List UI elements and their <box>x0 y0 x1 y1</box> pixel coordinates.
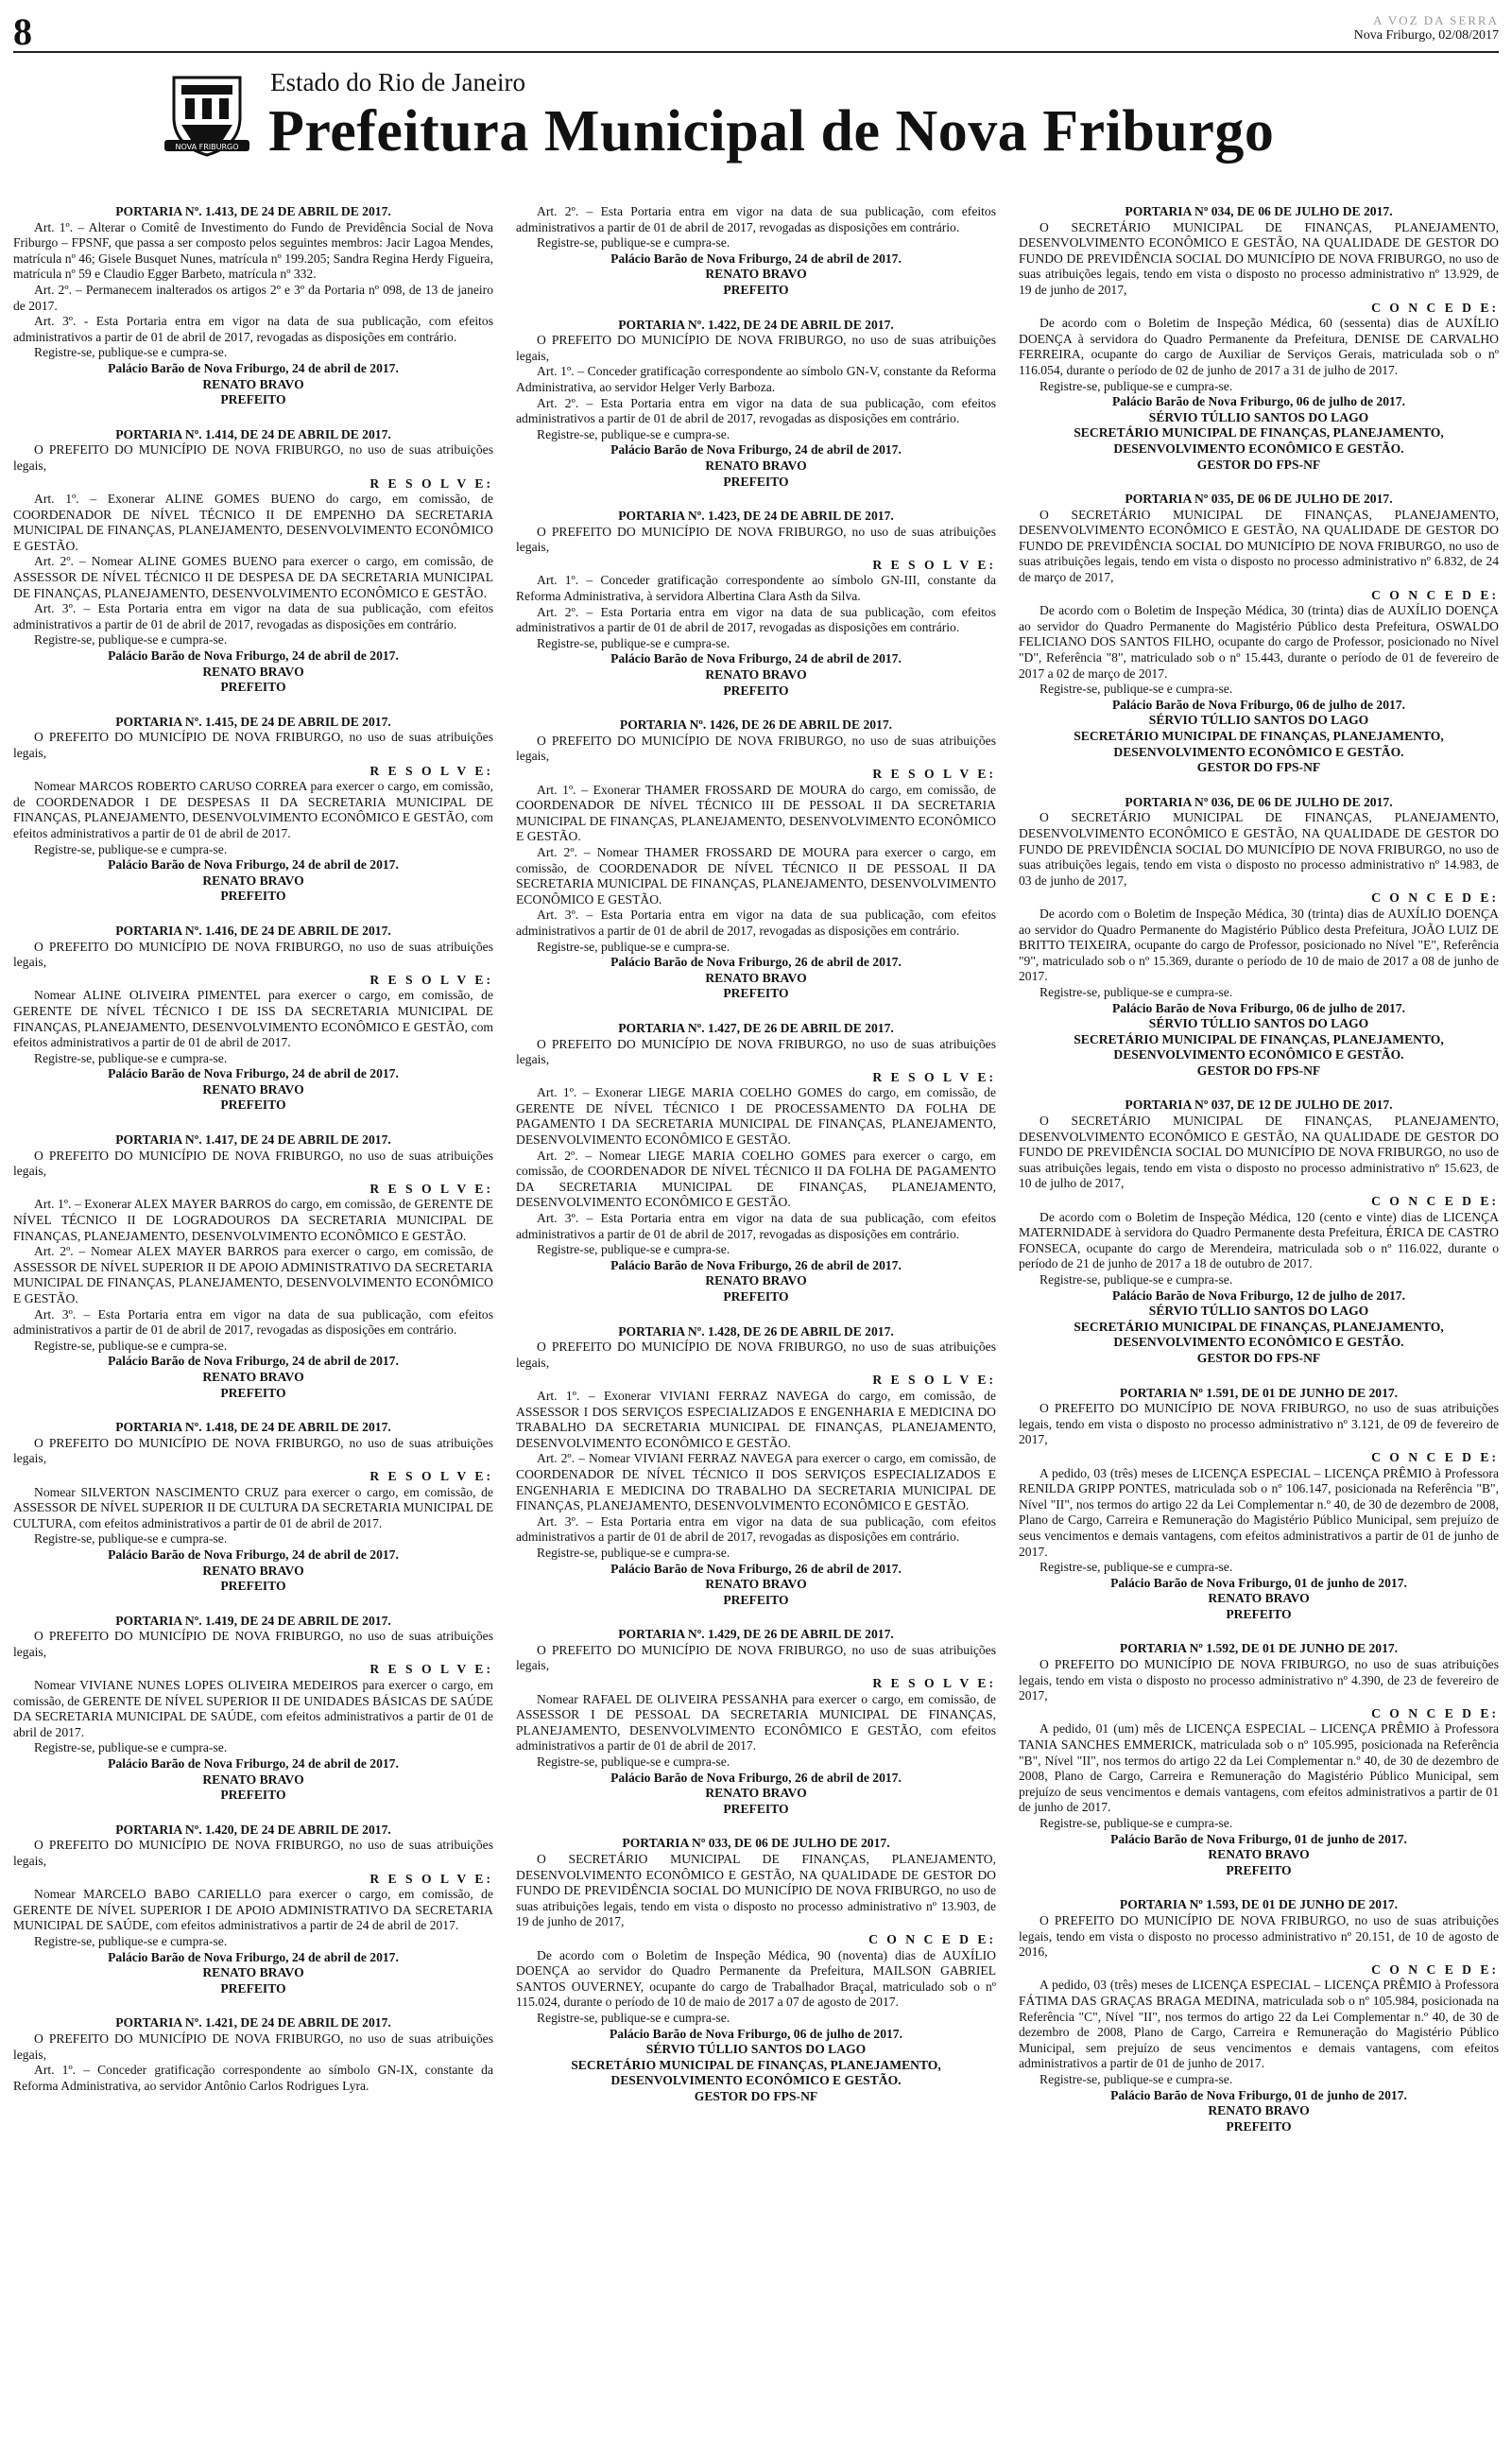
portaria-article: Art. 3º. – Esta Portaria entra em vigor na data de sua publicação, com efeitos administrativos a partir de 01 de abril de 2017, revogadas as disposições em contrário. <box>516 1211 996 1241</box>
portaria-resolve: R E S O L V E: <box>369 763 493 778</box>
portaria-palacio: Palácio Barão de Nova Friburgo, 06 de julho de 2017. <box>1111 697 1405 712</box>
portaria-intro: O PREFEITO DO MUNICÍPIO DE NOVA FRIBURGO, no uso de suas atribuições legais, <box>13 1435 493 1466</box>
signature-line: PREFEITO <box>723 1592 789 1607</box>
portaria-block <box>13 2015 493 2094</box>
portaria-title: PORTARIA Nº 037, DE 12 DE JULHO DE 2017. <box>1125 1097 1393 1113</box>
portaria-article: Art. 1º. – Conceder gratificação correspondente ao símbolo GN-III, constante da Reforma Administrativa, à servidora Albertina Clara Asth da Silva. <box>516 573 996 604</box>
signature-line: SECRETÁRIO MUNICIPAL DE FINANÇAS, PLANEJAMENTO, DESENVOLVIMENTO ECONÔMICO E GESTÃO. <box>1074 729 1444 759</box>
portaria-article: Art. 2º. – Nomear ALEX MAYER BARROS para exercer o cargo, em comissão, de ASSESSOR DE NÍVEL SUPERIOR II DE APOIO ADMINISTRATIVO DA SECRETARIA MUNICIPAL DE FINANÇAS, PLANEJAMENTO, DESENVOLVIMENTO ECONÔMICO E GESTÃO. <box>13 1244 493 1305</box>
portaria-intro: O PREFEITO DO MUNICÍPIO DE NOVA FRIBURGO, no uso de suas atribuições legais, <box>516 1036 996 1067</box>
signature-line: SÉRVIO TÚLLIO SANTOS DO LAGO <box>1148 1304 1369 1319</box>
portaria-resolve: C O N C E D E: <box>1371 1194 1499 1209</box>
crest-banner-text: NOVA FRIBURGO <box>175 143 239 151</box>
portaria-registre: Registre-se, publique-se e cumpra-se. <box>1040 2071 1233 2086</box>
signature-line: RENATO BRAVO <box>705 970 807 985</box>
portaria-block <box>1019 1897 1499 2134</box>
portaria-intro: O PREFEITO DO MUNICÍPIO DE NOVA FRIBURGO, no uso de suas atribuições legais, <box>13 939 493 970</box>
issue-date: Nova Friburgo, 02/08/2017 <box>1353 28 1499 43</box>
portaria-block <box>13 715 493 905</box>
portaria-resolve: R E S O L V E: <box>872 1676 996 1691</box>
signature-line: PREFEITO <box>1226 1862 1292 1877</box>
portaria-intro: O SECRETÁRIO MUNICIPAL DE FINANÇAS, PLANEJAMENTO, DESENVOLVIMENTO ECONÔMICO E GESTÃO, NA QUALIDADE DE GESTOR DO FUNDO DE PREVIDÊNCIA SOCIAL DO MUNICÍPIO DE NOVA FRIBURGO, no uso de suas atribuições legais, tendo em vista o disposto no processo administrativo nº 14.983, de 03 de junho de 2017, <box>1019 810 1499 888</box>
portaria-block <box>13 924 493 1114</box>
portaria-intro: O PREFEITO DO MUNICÍPIO DE NOVA FRIBURGO, no uso de suas atribuições legais, <box>516 1642 996 1673</box>
portaria-article: Art. 1º. – Alterar o Comitê de Investimento do Fundo de Previdência Social de Nova Friburgo – FPSNF, que passa a ser composto pelos seguintes membros: Jacir Lagoa Mendes, matrícula nº 46; Gisele Busquet Nunes, matrícula nº 199.205; Sandra Regina Herdy Figueira, matrícula nº 59 e Claudio Egger Barbeto, matrícula nº 332. <box>13 219 493 282</box>
portaria-article: Art. 2º. – Nomear VIVIANI FERRAZ NAVEGA para exercer o cargo, em comissão, de COORDENADOR DE NÍVEL TÉCNICO II DOS SERVIÇOS ESPECIALIZADOS E ENGENHARIA E MEDICINA DO TRABALHO DA SECRETARIA MUNICIPAL DE FINANÇAS, PLANEJAMENTO, DESENVOLVIMENTO ECONÔMICO E GESTÃO. <box>516 1451 996 1513</box>
portaria-intro: O PREFEITO DO MUNICÍPIO DE NOVA FRIBURGO, no uso de suas atribuições legais, <box>516 1339 996 1370</box>
signature-line: SÉRVIO TÚLLIO SANTOS DO LAGO <box>1148 713 1369 728</box>
portaria-palacio: Palácio Barão de Nova Friburgo, 24 de abril de 2017. <box>108 360 399 375</box>
portaria-intro: O PREFEITO DO MUNICÍPIO DE NOVA FRIBURGO, no uso de suas atribuições legais, <box>13 1838 493 1868</box>
portaria-title: PORTARIA Nº. 1.417, DE 24 DE ABRIL DE 2017. <box>115 1132 391 1148</box>
page-number: 8 <box>13 10 32 53</box>
signature-line: GESTOR DO FPS-NF <box>1196 1063 1321 1078</box>
portaria-article: Art. 1º. – Conceder gratificação correspondente ao símbolo GN-V, constante da Reforma Administrativa, ao servidor Helger Verly Barboza. <box>516 364 996 394</box>
signature-line: PREFEITO <box>723 474 789 489</box>
signature-line: RENATO BRAVO <box>202 664 304 679</box>
portaria-block <box>1019 1097 1499 1366</box>
portaria-registre: Registre-se, publique-se e cumpra-se. <box>34 632 228 648</box>
portaria-article: Nomear SILVERTON NASCIMENTO CRUZ para exercer o cargo, em comissão, de ASSESSOR DE NÍVEL SUPERIOR II DE CULTURA DA SECRETARIA MUNICIPAL DE CULTURA, com efeitos administrativos a partir de 01 de abril de 2017. <box>13 1484 493 1530</box>
portaria-article: Nomear RAFAEL DE OLIVEIRA PESSANHA para exercer o cargo, em comissão, de ASSESSOR I DE PESSOAL DA SECRETARIA MUNICIPAL DE FINANÇAS, PLANEJAMENTO, DESENVOLVIMENTO ECONÔMICO E GESTÃO, com efeitos administrativos a partir de 01 de abril de 2017. <box>516 1691 996 1754</box>
signature-line: PREFEITO <box>220 1579 286 1594</box>
portaria-block <box>516 1324 996 1609</box>
portaria-article: Art. 2º. – Esta Portaria entra em vigor na data de sua publicação, com efeitos administrativos a partir de 01 de abril de 2017, revogadas as disposições em contrário. <box>516 604 996 635</box>
signature-line: PREFEITO <box>723 1289 789 1304</box>
portaria-article: De acordo com o Boletim de Inspeção Médica, 120 (cento e vinte) dias de LICENÇA MATERNIDADE à servidora do Quadro Permanente desta Prefeitura, ÉRICA DE CASTRO FONSECA, ocupante do cargo de Merendeira, matriculada sob o nº 116.022, durante o período de 21 de junho de 2017 a 18 de outubro de 2017. <box>1019 1209 1499 1271</box>
portaria-title: PORTARIA Nº. 1.418, DE 24 DE ABRIL DE 2017. <box>115 1420 391 1435</box>
portaria-title: PORTARIA Nº 1.593, DE 01 DE JUNHO DE 2017. <box>1119 1897 1399 1912</box>
portaria-article: Art. 3º. – Esta Portaria entra em vigor na data de sua publicação, com efeitos administrativos a partir de 01 de abril de 2017, revogadas as disposições em contrário. <box>516 1513 996 1545</box>
portaria-article: Art. 2º. – Esta Portaria entra em vigor na data de sua publicação, com efeitos administrativos a partir de 01 de abril de 2017, revogadas as disposições em contrário. <box>516 204 996 234</box>
portaria-title: PORTARIA Nº 1.591, DE 01 DE JUNHO DE 2017. <box>1119 1385 1399 1400</box>
portaria-block <box>1019 492 1499 776</box>
portaria-intro: O PREFEITO DO MUNICÍPIO DE NOVA FRIBURGO, no uso de suas atribuições legais, <box>13 442 493 473</box>
portaria-title: PORTARIA Nº. 1.413, DE 24 DE ABRIL DE 2017. <box>115 204 391 218</box>
portaria-title: PORTARIA Nº. 1.415, DE 24 DE ABRIL DE 2017. <box>115 714 391 729</box>
portaria-resolve: C O N C E D E: <box>1371 890 1499 906</box>
signature-line: RENATO BRAVO <box>705 267 807 282</box>
portaria-palacio: Palácio Barão de Nova Friburgo, 06 de julho de 2017. <box>609 2026 902 2041</box>
portaria-block <box>1019 1641 1499 1878</box>
portaria-palacio: Palácio Barão de Nova Friburgo, 24 de abril de 2017. <box>108 1354 399 1369</box>
signature-line: GESTOR DO FPS-NF <box>1196 760 1321 775</box>
portaria-article: Nomear MARCOS ROBERTO CARUSO CORREA para exercer o cargo, em comissão, de COORDENADOR I DE DESPESAS II DA SECRETARIA MUNICIPAL DE FINANÇAS, PLANEJAMENTO, DESENVOLVIMENTO ECONÔMICO E GESTÃO, com efeitos administrativos a partir de 01 de abril de 2017. <box>13 779 493 840</box>
portaria-intro: O PREFEITO DO MUNICÍPIO DE NOVA FRIBURGO, no uso de suas atribuições legais, <box>13 730 493 760</box>
portaria-title: PORTARIA Nº 036, DE 06 DE JULHO DE 2017. <box>1125 794 1393 809</box>
portaria-title: PORTARIA Nº 035, DE 06 DE JULHO DE 2017. <box>1125 492 1393 507</box>
portaria-palacio: Palácio Barão de Nova Friburgo, 06 de julho de 2017. <box>1111 1000 1405 1015</box>
portaria-resolve: C O N C E D E: <box>1371 1449 1499 1464</box>
portaria-article: Nomear MARCELO BABO CARIELLO para exercer o cargo, em comissão, de GERENTE DE NÍVEL SUPERIOR I DE APOIO ADMINISTRATIVO DA SECRETARIA MUNICIPAL DE SAÚDE, com efeitos administrativos a partir de 24 de abril de 2017. <box>13 1887 493 1933</box>
page-title: Prefeitura Municipal de Nova Friburgo <box>268 99 1275 164</box>
portaria-block <box>13 204 493 408</box>
signature-line: RENATO BRAVO <box>1208 1847 1310 1862</box>
signature-line: PREFEITO <box>723 282 789 297</box>
portaria-article: Nomear VIVIANE NUNES LOPES OLIVEIRA MEDEIROS para exercer o cargo, em comissão, de GERENTE DE NÍVEL SUPERIOR II DE UNIDADES BÁSICAS DE SAÚDE DA SECRETARIA MUNICIPAL DE SAÚDE, com efeitos administrativos a partir de 01 de abril de 2017. <box>13 1678 493 1739</box>
portaria-article: De acordo com o Boletim de Inspeção Médica, 30 (trinta) dias de AUXÍLIO DOENÇA ao servidor do Quadro Permanente do Magistério Público desta Prefeitura, OSWALDO FELICIANO DOS SANTOS FILHO, ocupante do cargo de Professor, posicionado no Nível "D", Referência "8", matriculado sob o nº 15.443, durante o período de 01 de fevereiro de 2017 a 02 de março de 2017. <box>1019 603 1499 681</box>
portaria-block <box>516 1021 996 1305</box>
state-name: Estado do Rio de Janeiro <box>270 68 525 96</box>
signature-line: RENATO BRAVO <box>202 1081 304 1097</box>
portaria-title: PORTARIA Nº. 1.420, DE 24 DE ABRIL DE 2017. <box>115 1822 391 1837</box>
portaria-article: Art. 3º. – Esta Portaria entra em vigor na data de sua publicação, com efeitos administrativos a partir de 01 de abril de 2017, revogadas as disposições em contrário. <box>13 601 493 631</box>
portaria-article: Art. 2º. – Nomear THAMER FROSSARD DE MOURA para exercer o cargo, em comissão, de COORDENADOR DE NÍVEL TÉCNICO II DE PESSOAL II DA SECRETARIA MUNICIPAL DE FINANÇAS, PLANEJAMENTO, DESENVOLVIMENTO ECONÔMICO E GESTÃO. <box>516 844 996 907</box>
portaria-article: Art. 2º. – Nomear LIEGE MARIA COELHO GOMES para exercer o cargo, em comissão, de COORDENADOR DE NÍVEL TÉCNICO II DA FOLHA DE PAGAMENTO DA SECRETARIA MUNICIPAL DE FINANÇAS, PLANEJAMENTO, DESENVOLVIMENTO ECONÔMICO E GESTÃO. <box>516 1148 996 1210</box>
portaria-registre: Registre-se, publique-se e cumpra-se. <box>537 426 730 441</box>
portaria-resolve: R E S O L V E: <box>369 972 493 987</box>
signature-line: SECRETÁRIO MUNICIPAL DE FINANÇAS, PLANEJAMENTO, DESENVOLVIMENTO ECONÔMICO E GESTÃO. <box>571 2057 941 2088</box>
portaria-registre: Registre-se, publique-se e cumpra-se. <box>1040 378 1233 393</box>
portaria-block <box>516 1836 996 2104</box>
portaria-palacio: Palácio Barão de Nova Friburgo, 24 de abril de 2017. <box>108 857 399 873</box>
portaria-block <box>516 1627 996 1817</box>
portaria-palacio: Palácio Barão de Nova Friburgo, 26 de abril de 2017. <box>610 1257 902 1272</box>
portaria-resolve: C O N C E D E: <box>1371 300 1499 315</box>
portaria-registre: Registre-se, publique-se e cumpra-se. <box>34 841 228 856</box>
portaria-registre: Registre-se, publique-se e cumpra-se. <box>1040 682 1233 697</box>
portaria-palacio: Palácio Barão de Nova Friburgo, 26 de abril de 2017. <box>610 1561 902 1576</box>
portaria-palacio: Palácio Barão de Nova Friburgo, 26 de abril de 2017. <box>610 955 902 970</box>
signature-line: SECRETÁRIO MUNICIPAL DE FINANÇAS, PLANEJAMENTO, DESENVOLVIMENTO ECONÔMICO E GESTÃO. <box>1074 1319 1444 1350</box>
portaria-block <box>13 1132 493 1401</box>
portaria-article: Art. 1º. – Exonerar VIVIANI FERRAZ NAVEGA do cargo, em comissão, de ASSESSOR I DOS SERVIÇOS ESPECIALIZADOS E ENGENHARIA E MEDICINA DO TRABALHO DA SECRETARIA MUNICIPAL DE FINANÇAS, PLANEJAMENTO, DESENVOLVIMENTO ECONÔMICO E GESTÃO. <box>516 1388 996 1450</box>
signature-line: PREFEITO <box>1226 1606 1292 1621</box>
signature-line: GESTOR DO FPS-NF <box>1196 457 1321 472</box>
signature-line: PREFEITO <box>220 392 286 407</box>
signature-line: PREFEITO <box>220 889 286 904</box>
portaria-intro: O SECRETÁRIO MUNICIPAL DE FINANÇAS, PLANEJAMENTO, DESENVOLVIMENTO ECONÔMICO E GESTÃO, NA QUALIDADE DE GESTOR DO FUNDO DE PREVIDÊNCIA SOCIAL DO MUNICÍPIO DE NOVA FRIBURGO, no uso de suas atribuições legais, tendo em vista o disposto no processo administrativo nº 6.832, de 24 de março de 2017, <box>1019 507 1499 585</box>
portaria-resolve: C O N C E D E: <box>1371 1961 1499 1977</box>
portaria-intro: O PREFEITO DO MUNICÍPIO DE NOVA FRIBURGO, no uso de suas atribuições legais, <box>516 333 996 363</box>
signature-line: GESTOR DO FPS-NF <box>1196 1350 1321 1365</box>
portaria-article: De acordo com o Boletim de Inspeção Médica, 90 (noventa) dias de AUXÍLIO DOENÇA ao servidor do Quadro Permanente da Prefeitura, MAILSON GABRIEL SANTOS OUVERNEY, ocupante do cargo de Trabalhador Braçal, matriculado sob o nº 115.024, durante o período de 10 de maio de 2017 a 07 de agosto de 2017. <box>516 1947 996 2010</box>
portaria-block <box>516 717 996 1002</box>
portaria-intro: O PREFEITO DO MUNICÍPIO DE NOVA FRIBURGO, no uso de suas atribuições legais, tendo em vista o disposto no processo administrativo nº 3.121, de 09 de fevereiro de 2017, <box>1019 1401 1499 1447</box>
signature-line: PREFEITO <box>220 680 286 695</box>
portaria-registre: Registre-se, publique-se e cumpra-se. <box>34 345 228 360</box>
portaria-intro: O PREFEITO DO MUNICÍPIO DE NOVA FRIBURGO, no uso de suas atribuições legais, <box>13 1629 493 1659</box>
signature-line: PREFEITO <box>723 1801 789 1816</box>
columns-container <box>13 204 1499 2446</box>
portaria-registre: Registre-se, publique-se e cumpra-se. <box>1040 984 1233 999</box>
portaria-palacio: Palácio Barão de Nova Friburgo, 06 de julho de 2017. <box>1111 394 1405 409</box>
signature-line: SÉRVIO TÚLLIO SANTOS DO LAGO <box>1148 1016 1369 1031</box>
signature-line: RENATO BRAVO <box>1208 1591 1310 1606</box>
portaria-resolve: R E S O L V E: <box>872 557 996 572</box>
portaria-article: Art. 2º. – Permanecem inalterados os artigos 2º e 3º da Portaria nº 098, de 13 de janeiro de 2017. <box>13 282 493 313</box>
portaria-title: PORTARIA Nº. 1.423, DE 24 DE ABRIL DE 2017. <box>618 509 894 524</box>
portaria-intro: O PREFEITO DO MUNICÍPIO DE NOVA FRIBURGO, no uso de suas atribuições legais, <box>13 1148 493 1179</box>
portaria-resolve: R E S O L V E: <box>872 1373 996 1388</box>
signature-line: RENATO BRAVO <box>202 873 304 888</box>
portaria-registre: Registre-se, publique-se e cumpra-se. <box>537 1545 730 1560</box>
portaria-block <box>516 509 996 699</box>
portaria-resolve: R E S O L V E: <box>369 1181 493 1196</box>
portaria-palacio: Palácio Barão de Nova Friburgo, 24 de abril de 2017. <box>610 251 902 266</box>
signature-line: SECRETÁRIO MUNICIPAL DE FINANÇAS, PLANEJAMENTO, DESENVOLVIMENTO ECONÔMICO E GESTÃO. <box>1074 1031 1444 1063</box>
signature-line: PREFEITO <box>220 1980 286 1996</box>
portaria-title: PORTARIA Nº. 1.421, DE 24 DE ABRIL DE 2017. <box>115 2015 391 2031</box>
portaria-article: Art. 3º. - Esta Portaria entra em vigor na data de sua publicação, com efeitos administrativos a partir de 01 de abril de 2017, revogadas as disposições em contrário. <box>13 314 493 344</box>
portaria-registre: Registre-se, publique-se e cumpra-se. <box>34 1050 228 1065</box>
page-header <box>13 10 1499 53</box>
portaria-palacio: Palácio Barão de Nova Friburgo, 01 de junho de 2017. <box>1110 2087 1407 2102</box>
portaria-palacio: Palácio Barão de Nova Friburgo, 01 de junho de 2017. <box>1110 1831 1407 1846</box>
portaria-registre: Registre-se, publique-se e cumpra-se. <box>34 1338 228 1353</box>
portaria-block <box>1019 204 1499 473</box>
signature-line: RENATO BRAVO <box>705 1786 807 1801</box>
portaria-block <box>13 1614 493 1804</box>
portaria-article: De acordo com o Boletim de Inspeção Médica, 30 (trinta) dias de AUXÍLIO DOENÇA ao servidor do Quadro Permanente do Magistério Público desta Prefeitura, JOÃO LUIZ DE BRITTO TEIXEIRA, ocupante do cargo de Professor, posicionado no Nível "E", Referência "9", matriculado sob o nº 15.369, durante o período de 10 de maio de 2017 a 08 de junho de 2017. <box>1019 906 1499 984</box>
portaria-intro: O SECRETÁRIO MUNICIPAL DE FINANÇAS, PLANEJAMENTO, DESENVOLVIMENTO ECONÔMICO E GESTÃO, NA QUALIDADE DE GESTOR DO FUNDO DE PREVIDÊNCIA SOCIAL DO MUNICÍPIO DE NOVA FRIBURGO, no uso de suas atribuições legais, tendo em vista o disposto no processo administrativo nº 13.929, de 19 de junho de 2017, <box>1019 219 1499 297</box>
portaria-registre: Registre-se, publique-se e cumpra-se. <box>1040 1560 1233 1575</box>
portaria-palacio: Palácio Barão de Nova Friburgo, 12 de julho de 2017. <box>1111 1287 1405 1303</box>
portaria-palacio: Palácio Barão de Nova Friburgo, 24 de abril de 2017. <box>610 442 902 458</box>
portaria-article: Art. 1º. – Exonerar LIEGE MARIA COELHO GOMES do cargo, em comissão, de GERENTE DE NÍVEL TÉCNICO I DE PROCESSAMENTO DA FOLHA DE PAGAMENTO I DA SECRETARIA MUNICIPAL DE FINANÇAS, PLANEJAMENTO, DESENVOLVIMENTO ECONÔMICO E GESTÃO. <box>516 1085 996 1148</box>
signature-line: RENATO BRAVO <box>202 1369 304 1384</box>
portaria-title: PORTARIA Nº. 1.427, DE 26 DE ABRIL DE 2017. <box>618 1020 894 1035</box>
portaria-article: De acordo com o Boletim de Inspeção Médica, 60 (sessenta) dias de AUXÍLIO DOENÇA à servidora do Quadro Permanente da Prefeitura, DENISE DE CARVALHO FERREIRA, ocupante do cargo de Auxiliar de Serviços Gerais, matriculada sob o nº 116.054, durante o período de 02 de junho de 2017 a 31 de julho de 2017. <box>1019 316 1499 377</box>
portaria-resolve: R E S O L V E: <box>369 1662 493 1677</box>
portaria-block <box>13 427 493 696</box>
portaria-registre: Registre-se, publique-se e cumpra-se. <box>1040 1816 1233 1830</box>
portaria-article: A pedido, 01 (um) mês de LICENÇA ESPECIAL – LICENÇA PRÊMIO à Professora TANIA SANCHES EMMERICK, matriculada sob o nº 105.995, posicionada na Referência "B", Nível "II", nos termos do artigo 22 da Lei Complementar n.º 40, de 30 de dezembro de 2008, Plano de Cargo, Carreira e Remuneração do Magistério Público Municipal, sem prejuízo de seus vencimentos e demais vantagens, com efeitos administrativos a partir de 01 de junho de 2017. <box>1019 1721 1499 1815</box>
signature-line: RENATO BRAVO <box>202 376 304 391</box>
portaria-resolve: C O N C E D E: <box>1371 1705 1499 1720</box>
signature-line: PREFEITO <box>220 1385 286 1400</box>
portaria-title: PORTARIA Nº. 1426, DE 26 DE ABRIL DE 2017. <box>619 717 893 733</box>
portaria-palacio: Palácio Barão de Nova Friburgo, 24 de abril de 2017. <box>108 648 399 664</box>
portaria-intro: O PREFEITO DO MUNICÍPIO DE NOVA FRIBURGO, no uso de suas atribuições legais, tendo em vista o disposto no processo administrativo nº 4.390, de 23 de fevereiro de 2017, <box>1019 1657 1499 1703</box>
portaria-resolve: R E S O L V E: <box>369 1871 493 1886</box>
journal-info <box>1354 13 1499 43</box>
portaria-article: Art. 1º. – Exonerar ALEX MAYER BARROS do cargo, em comissão, de GERENTE DE NÍVEL TÉCNICO II DE LOGRADOUROS DA SECRETARIA MUNICIPAL DE FINANÇAS, PLANEJAMENTO, DESENVOLVIMENTO ECONÔMICO E GESTÃO. <box>13 1197 493 1243</box>
signature-line: SÉRVIO TÚLLIO SANTOS DO LAGO <box>645 2042 867 2057</box>
portaria-article: Art. 3º. – Esta Portaria entra em vigor na data de sua publicação, com efeitos administrativos a partir de 01 de abril de 2017, revogadas as disposições em contrário. <box>13 1306 493 1338</box>
portaria-article: Art. 1º. – Exonerar ALINE GOMES BUENO do cargo, em comissão, de COORDENADOR DE NÍVEL TÉCNICO II DE EMPENHO DA SECRETARIA MUNICIPAL DE FINANÇAS, PLANEJAMENTO, DESENVOLVIMENTO ECONÔMICO E GESTÃO. <box>13 492 493 553</box>
portaria-registre: Registre-se, publique-se e cumpra-se. <box>1040 1272 1233 1287</box>
portaria-block <box>1019 1386 1499 1623</box>
portaria-resolve: R E S O L V E: <box>369 475 493 491</box>
portaria-article: Nomear ALINE OLIVEIRA PIMENTEL para exercer o cargo, em comissão, de GERENTE DE NÍVEL TÉCNICO I DE ISS DA SECRETARIA MUNICIPAL DE FINANÇAS, PLANEJAMENTO, DESENVOLVIMENTO ECONÔMICO E GESTÃO, com efeitos administrativos a partir de 01 de abril de 2017. <box>13 988 493 1050</box>
signature-line: RENATO BRAVO <box>705 458 807 473</box>
portaria-palacio: Palácio Barão de Nova Friburgo, 24 de abril de 2017. <box>108 1066 399 1081</box>
portaria-palacio: Palácio Barão de Nova Friburgo, 24 de abril de 2017. <box>108 1756 399 1771</box>
portaria-title: PORTARIA Nº. 1.422, DE 24 DE ABRIL DE 2017. <box>618 317 894 332</box>
portaria-registre: Registre-se, publique-se e cumpra-se. <box>537 939 730 954</box>
portaria-registre: Registre-se, publique-se e cumpra-se. <box>34 1531 228 1547</box>
portaria-registre: Registre-se, publique-se e cumpra-se. <box>537 1754 730 1770</box>
portaria-resolve: C O N C E D E: <box>1371 587 1499 602</box>
portaria-resolve: R E S O L V E: <box>872 767 996 781</box>
journal-name: A VOZ DA SERRA <box>1373 13 1499 27</box>
masthead <box>13 68 1499 164</box>
portaria-palacio: Palácio Barão de Nova Friburgo, 24 de abril de 2017. <box>610 651 902 666</box>
portaria-title: PORTARIA Nº 033, DE 06 DE JULHO DE 2017. <box>622 1836 890 1851</box>
signature-line: RENATO BRAVO <box>705 1577 807 1592</box>
signature-line: RENATO BRAVO <box>705 1273 807 1288</box>
city-crest-icon <box>164 70 249 159</box>
portaria-article: Art. 2º. – Esta Portaria entra em vigor na data de sua publicação, com efeitos administrativos a partir de 01 de abril de 2017, revogadas as disposições em contrário. <box>516 395 996 426</box>
portaria-article: Art. 3º. – Esta Portaria entra em vigor na data de sua publicação, com efeitos administrativos a partir de 01 de abril de 2017, revogadas as disposições em contrário. <box>516 907 996 938</box>
signature-line: PREFEITO <box>1226 2118 1292 2134</box>
portaria-registre: Registre-se, publique-se e cumpra-se. <box>537 2010 730 2025</box>
signature-line: SECRETÁRIO MUNICIPAL DE FINANÇAS, PLANEJAMENTO, DESENVOLVIMENTO ECONÔMICO E GESTÃO. <box>1074 425 1444 456</box>
portaria-registre: Registre-se, publique-se e cumpra-se. <box>34 1933 228 1948</box>
signature-line: RENATO BRAVO <box>202 1771 304 1787</box>
signature-line: RENATO BRAVO <box>1208 2103 1310 2118</box>
signature-line: PREFEITO <box>723 986 789 1001</box>
portaria-resolve: R E S O L V E: <box>872 1069 996 1084</box>
portaria-title: PORTARIA Nº 034, DE 06 DE JULHO DE 2017. <box>1125 204 1393 218</box>
portaria-registre: Registre-se, publique-se e cumpra-se. <box>537 1242 730 1257</box>
column-1 <box>13 204 493 2446</box>
signature-line: RENATO BRAVO <box>705 667 807 683</box>
portaria-block <box>516 318 996 491</box>
portaria-article: A pedido, 03 (três) meses de LICENÇA ESPECIAL – LICENÇA PRÊMIO à Professora FÁTIMA DAS GRAÇAS BRAGA MEDINA, matriculada sob o nº 105.984, posicionada na Referência "C", Nível "II", nos termos do artigo 22 da Lei Complementar n.º 40, de 30 de dezembro de 2008, Plano de Cargo, Carreira e Remuneração do Magistério Público Municipal, sem prejuízo de seus vencimentos e demais vantagens, com efeitos administrativos a partir de 01 de junho de 2017. <box>1019 1978 1499 2071</box>
signature-line: PREFEITO <box>723 683 789 698</box>
portaria-intro: O PREFEITO DO MUNICÍPIO DE NOVA FRIBURGO, no uso de suas atribuições legais, <box>516 733 996 764</box>
portaria-intro: O PREFEITO DO MUNICÍPIO DE NOVA FRIBURGO, no uso de suas atribuições legais, tendo em vista o disposto no processo administrativo nº 20.151, de 10 de agosto de 2016, <box>1019 1912 1499 1960</box>
signature-line: SÉRVIO TÚLLIO SANTOS DO LAGO <box>1148 409 1369 424</box>
portaria-title: PORTARIA Nº. 1.416, DE 24 DE ABRIL DE 2017. <box>115 923 391 938</box>
portaria-article: Art. 1º. – Exonerar THAMER FROSSARD DE MOURA do cargo, em comissão, de COORDENADOR DE NÍVEL TÉCNICO III DE PESSOAL II DA SECRETARIA MUNICIPAL DE FINANÇAS, PLANEJAMENTO, DESENVOLVIMENTO ECONÔMICO E GESTÃO. <box>516 782 996 844</box>
portaria-registre: Registre-se, publique-se e cumpra-se. <box>34 1740 228 1755</box>
portaria-block <box>516 204 996 299</box>
portaria-palacio: Palácio Barão de Nova Friburgo, 01 de junho de 2017. <box>1110 1575 1407 1590</box>
portaria-intro: O SECRETÁRIO MUNICIPAL DE FINANÇAS, PLANEJAMENTO, DESENVOLVIMENTO ECONÔMICO E GESTÃO, NA QUALIDADE DE GESTOR DO FUNDO DE PREVIDÊNCIA SOCIAL DO MUNICÍPIO DE NOVA FRIBURGO, no uso de suas atribuições legais, tendo em vista o disposto no processo administrativo nº 15.623, de 10 de julho de 2017, <box>1019 1114 1499 1191</box>
portaria-title: PORTARIA Nº. 1.429, DE 26 DE ABRIL DE 2017. <box>618 1627 894 1642</box>
portaria-title: PORTARIA Nº. 1.419, DE 24 DE ABRIL DE 2017. <box>115 1613 391 1628</box>
portaria-block <box>13 1420 493 1595</box>
portaria-title: PORTARIA Nº. 1.428, DE 26 DE ABRIL DE 2017. <box>618 1323 894 1339</box>
signature-line: RENATO BRAVO <box>202 1965 304 1980</box>
column-3 <box>1019 204 1499 2446</box>
portaria-article: Art. 2º. – Nomear ALINE GOMES BUENO para exercer o cargo, em comissão, de ASSESSOR DE NÍVEL TÉCNICO II DE DESPESA DE DA SECRETARIA MUNICIPAL DE FINANÇAS, PLANEJAMENTO, DESENVOLVIMENTO ECONÔMICO E GESTÃO. <box>13 554 493 600</box>
portaria-registre: Registre-se, publique-se e cumpra-se. <box>537 635 730 650</box>
signature-line: GESTOR DO FPS-NF <box>694 2088 818 2103</box>
portaria-block <box>1019 795 1499 1080</box>
portaria-intro: O PREFEITO DO MUNICÍPIO DE NOVA FRIBURGO, no uso de suas atribuições legais, <box>516 524 996 555</box>
portaria-palacio: Palácio Barão de Nova Friburgo, 26 de abril de 2017. <box>610 1770 902 1785</box>
portaria-resolve: R E S O L V E: <box>369 1468 493 1483</box>
portaria-palacio: Palácio Barão de Nova Friburgo, 24 de abril de 2017. <box>108 1949 399 1964</box>
portaria-title: PORTARIA Nº 1.592, DE 01 DE JUNHO DE 2017. <box>1119 1641 1399 1656</box>
signature-line: PREFEITO <box>220 1097 286 1113</box>
portaria-title: PORTARIA Nº. 1.414, DE 24 DE ABRIL DE 2017. <box>115 426 391 441</box>
signature-line: RENATO BRAVO <box>202 1563 304 1578</box>
portaria-palacio: Palácio Barão de Nova Friburgo, 24 de abril de 2017. <box>108 1547 399 1562</box>
portaria-resolve: C O N C E D E: <box>868 1931 996 1946</box>
portaria-article: Art. 1º. – Conceder gratificação correspondente ao símbolo GN-IX, constante da Reforma Administrativa, ao servidor Antônio Carlos Rodrigues Lyra. <box>13 2063 493 2093</box>
portaria-intro: O PREFEITO DO MUNICÍPIO DE NOVA FRIBURGO, no uso de suas atribuições legais, <box>13 2031 493 2062</box>
portaria-intro: O SECRETÁRIO MUNICIPAL DE FINANÇAS, PLANEJAMENTO, DESENVOLVIMENTO ECONÔMICO E GESTÃO, NA QUALIDADE DE GESTOR DO FUNDO DE PREVIDÊNCIA SOCIAL DO MUNICÍPIO DE NOVA FRIBURGO, no uso de suas atribuições legais, tendo em vista o disposto no processo administrativo nº 13.903, de 19 de junho de 2017, <box>516 1852 996 1929</box>
signature-line: PREFEITO <box>220 1788 286 1803</box>
portaria-registre: Registre-se, publique-se e cumpra-se. <box>537 235 730 251</box>
portaria-block <box>13 1823 493 1997</box>
portaria-article: A pedido, 03 (três) meses de LICENÇA ESPECIAL – LICENÇA PRÊMIO à Professora RENILDA GRIPP PONTES, matriculada sob o nº 106.147, posicionada na Referência "B", Nível "II", nos termos do artigo 22 da Lei Complementar n.º 40, de 30 de dezembro de 2008, Plano de Cargo, Carreira e Remuneração do Magistério Público Municipal, sem prejuízo de seus vencimentos e demais vantagens, com efeitos administrativos a partir de 01 de junho de 2017. <box>1019 1465 1499 1559</box>
column-2 <box>516 204 996 2446</box>
